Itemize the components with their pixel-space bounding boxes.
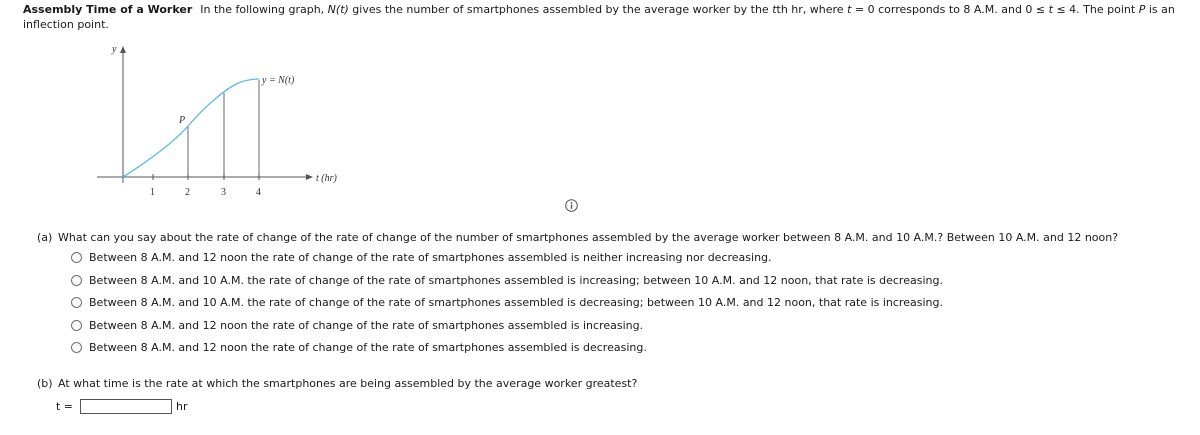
curve-label: y = N(t) [262,75,295,86]
intro-text-5: ≤ 4. The point [1052,3,1139,16]
intro-variable-t: t [1048,3,1053,16]
answer-option-text: Between 8 A.M. and 12 noon the rate of change of the rate of smartphones assembled is decreasing. [89,341,647,354]
radio-button[interactable] [71,252,82,263]
question-b [37,376,637,391]
intro-function: N(t) [327,3,349,16]
intro-text-4: = 0 corresponds to 8 A.M. and 0 ≤ [851,3,1049,16]
x-axis-arrow [306,174,313,180]
question-b-text: At what time is the rate at which the smartphones are being assembled by the average worker greatest? [58,377,638,390]
radio-button[interactable] [71,297,82,308]
radio-button[interactable] [71,342,82,353]
intro-variable-t: t [847,3,852,16]
problem-statement [23,2,1198,32]
answer-option-text: Between 8 A.M. and 10 A.M. the rate of change of the rate of smartphones assembled is increasing; between 10 A.M. and 12 noon, that rate is decreasing. [89,273,943,287]
intro-point: P [1138,3,1146,16]
answer-option-text: Between 8 A.M. and 12 noon the rate of change of the rate of smartphones assembled is neither increasing nor decreasing. [89,251,772,264]
y-axis-arrow [120,46,126,53]
question-b-label: (b) [37,377,53,390]
x-tick-label: 3 [221,187,226,198]
answer-variable-label: t = [56,400,74,413]
problem-title: Assembly Time of a Worker [23,3,193,16]
answer-unit: hr [176,400,188,413]
answer-option[interactable] [71,250,943,265]
intro-text-1: In the following graph, [200,3,328,16]
intro-variable-t: t [772,3,777,16]
x-tick-label: 2 [185,187,190,198]
x-tick-label: 4 [256,187,261,198]
question-a-text: What can you say about the rate of change of the rate of change of the number of smartphones assembled by the average worker between 8 A.M. and 10 A.M.? Between 10 A.M. and 12 noon? [58,231,1119,244]
time-answer-input[interactable] [80,399,172,414]
answer-option[interactable] [71,273,943,288]
answer-option[interactable] [71,340,943,355]
question-a [37,230,1118,245]
intro-text-6: is an inflection point. [23,3,1175,31]
answer-option[interactable] [71,295,943,310]
y-axis-label: y [112,44,117,55]
answer-option-text: Between 8 A.M. and 10 A.M. the rate of change of the rate of smartphones assembled is decreasing; between 10 A.M. and 12 noon, that rate is increasing. [89,296,943,309]
answer-option-text: Between 8 A.M. and 12 noon the rate of change of the rate of smartphones assembled is increasing. [89,318,644,332]
graph [95,38,355,204]
intro-text-2: gives the number of smartphones assembled by the average worker by the [348,3,773,16]
radio-button[interactable] [71,275,82,286]
answer-row [56,398,188,415]
info-icon[interactable] [565,199,578,212]
answer-option[interactable] [71,318,943,333]
point-p-label: P [179,115,186,126]
question-a-label: (a) [37,231,53,244]
intro-text-3: th hr, where [776,3,848,16]
x-tick-label: 1 [150,187,155,198]
question-a-options [71,250,943,363]
radio-button[interactable] [71,320,82,331]
curve-n-of-t [123,79,259,177]
x-axis-label: t (hr) [316,173,337,184]
